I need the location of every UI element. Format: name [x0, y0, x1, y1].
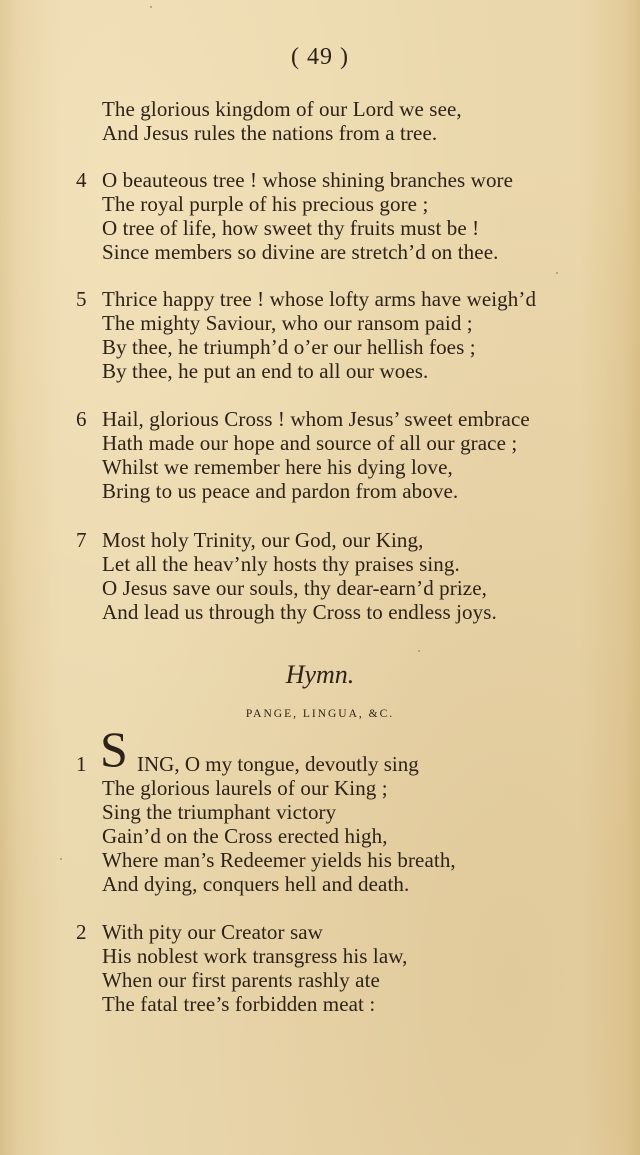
verse-line: The mighty Saviour, who our ransom paid ; [102, 311, 473, 335]
verse-line: Gain’d on the Cross erected high, [102, 824, 388, 848]
verse-line: And Jesus rules the nations from a tree. [102, 121, 438, 145]
stanza-number: 1 [76, 752, 87, 776]
verse-line: Whilst we remember here his dying love, [102, 455, 453, 479]
stanza-number: 4 [76, 168, 87, 192]
verse-line: Where man’s Redeemer yields his breath, [102, 848, 456, 872]
page-number: ( 49 ) [291, 44, 349, 70]
verse-line: O beauteous tree ! whose shining branches wore [102, 168, 514, 192]
verse-line: The glorious laurels of our King ; [102, 776, 388, 800]
verse-line: The royal purple of his precious gore ; [102, 192, 429, 216]
verse-line: Let all the heav’nly hosts thy praises sing. [102, 552, 460, 576]
hymn-title: Hymn. [285, 660, 355, 689]
paper-speck [556, 272, 558, 274]
verse-line: Since members so divine are stretch’d on thee. [102, 240, 499, 264]
verse-line: O Jesus save our souls, thy dear-earn’d prize, [102, 576, 487, 600]
verse-line: Sing the triumphant victory [102, 800, 337, 824]
stanza-number: 5 [76, 287, 87, 311]
verse-line: The glorious kingdom of our Lord we see, [102, 97, 462, 121]
verse-line: When our first parents rashly ate [102, 968, 380, 992]
verse-line: His noblest work transgress his law, [102, 944, 408, 968]
verse-line: By thee, he triumph’d o’er our hellish foes ; [102, 335, 476, 359]
verse-line: With pity our Creator saw [102, 920, 323, 944]
verse-line: The fatal tree’s forbidden meat : [102, 992, 376, 1016]
verse-line: And dying, conquers hell and death. [102, 872, 410, 896]
verse-line: O tree of life, how sweet thy fruits must be ! [102, 216, 480, 240]
verse-line: Bring to us peace and pardon from above. [102, 479, 459, 503]
drop-cap: S [100, 721, 128, 777]
stanza-number: 2 [76, 920, 87, 944]
verse-line: Most holy Trinity, our God, our King, [102, 528, 424, 552]
paper-speck [418, 650, 420, 652]
verse-line: Hath made our hope and source of all our grace ; [102, 431, 518, 455]
verse-line: Hail, glorious Cross ! whom Jesus’ sweet embrace [102, 407, 530, 431]
verse-line: Thrice happy tree ! whose lofty arms have weigh’d [102, 287, 537, 311]
stanza-number: 7 [76, 528, 87, 552]
verse-line: By thee, he put an end to all our woes. [102, 359, 429, 383]
paper-speck [60, 858, 62, 860]
stanza-number: 6 [76, 407, 87, 431]
verse-line: And lead us through thy Cross to endless joys. [102, 600, 497, 624]
hymn-subtitle: PANGE, LINGUA, &C. [245, 708, 395, 720]
verse-line-first: ING, O my tongue, devoutly sing [137, 752, 419, 776]
paper-speck [150, 6, 152, 8]
